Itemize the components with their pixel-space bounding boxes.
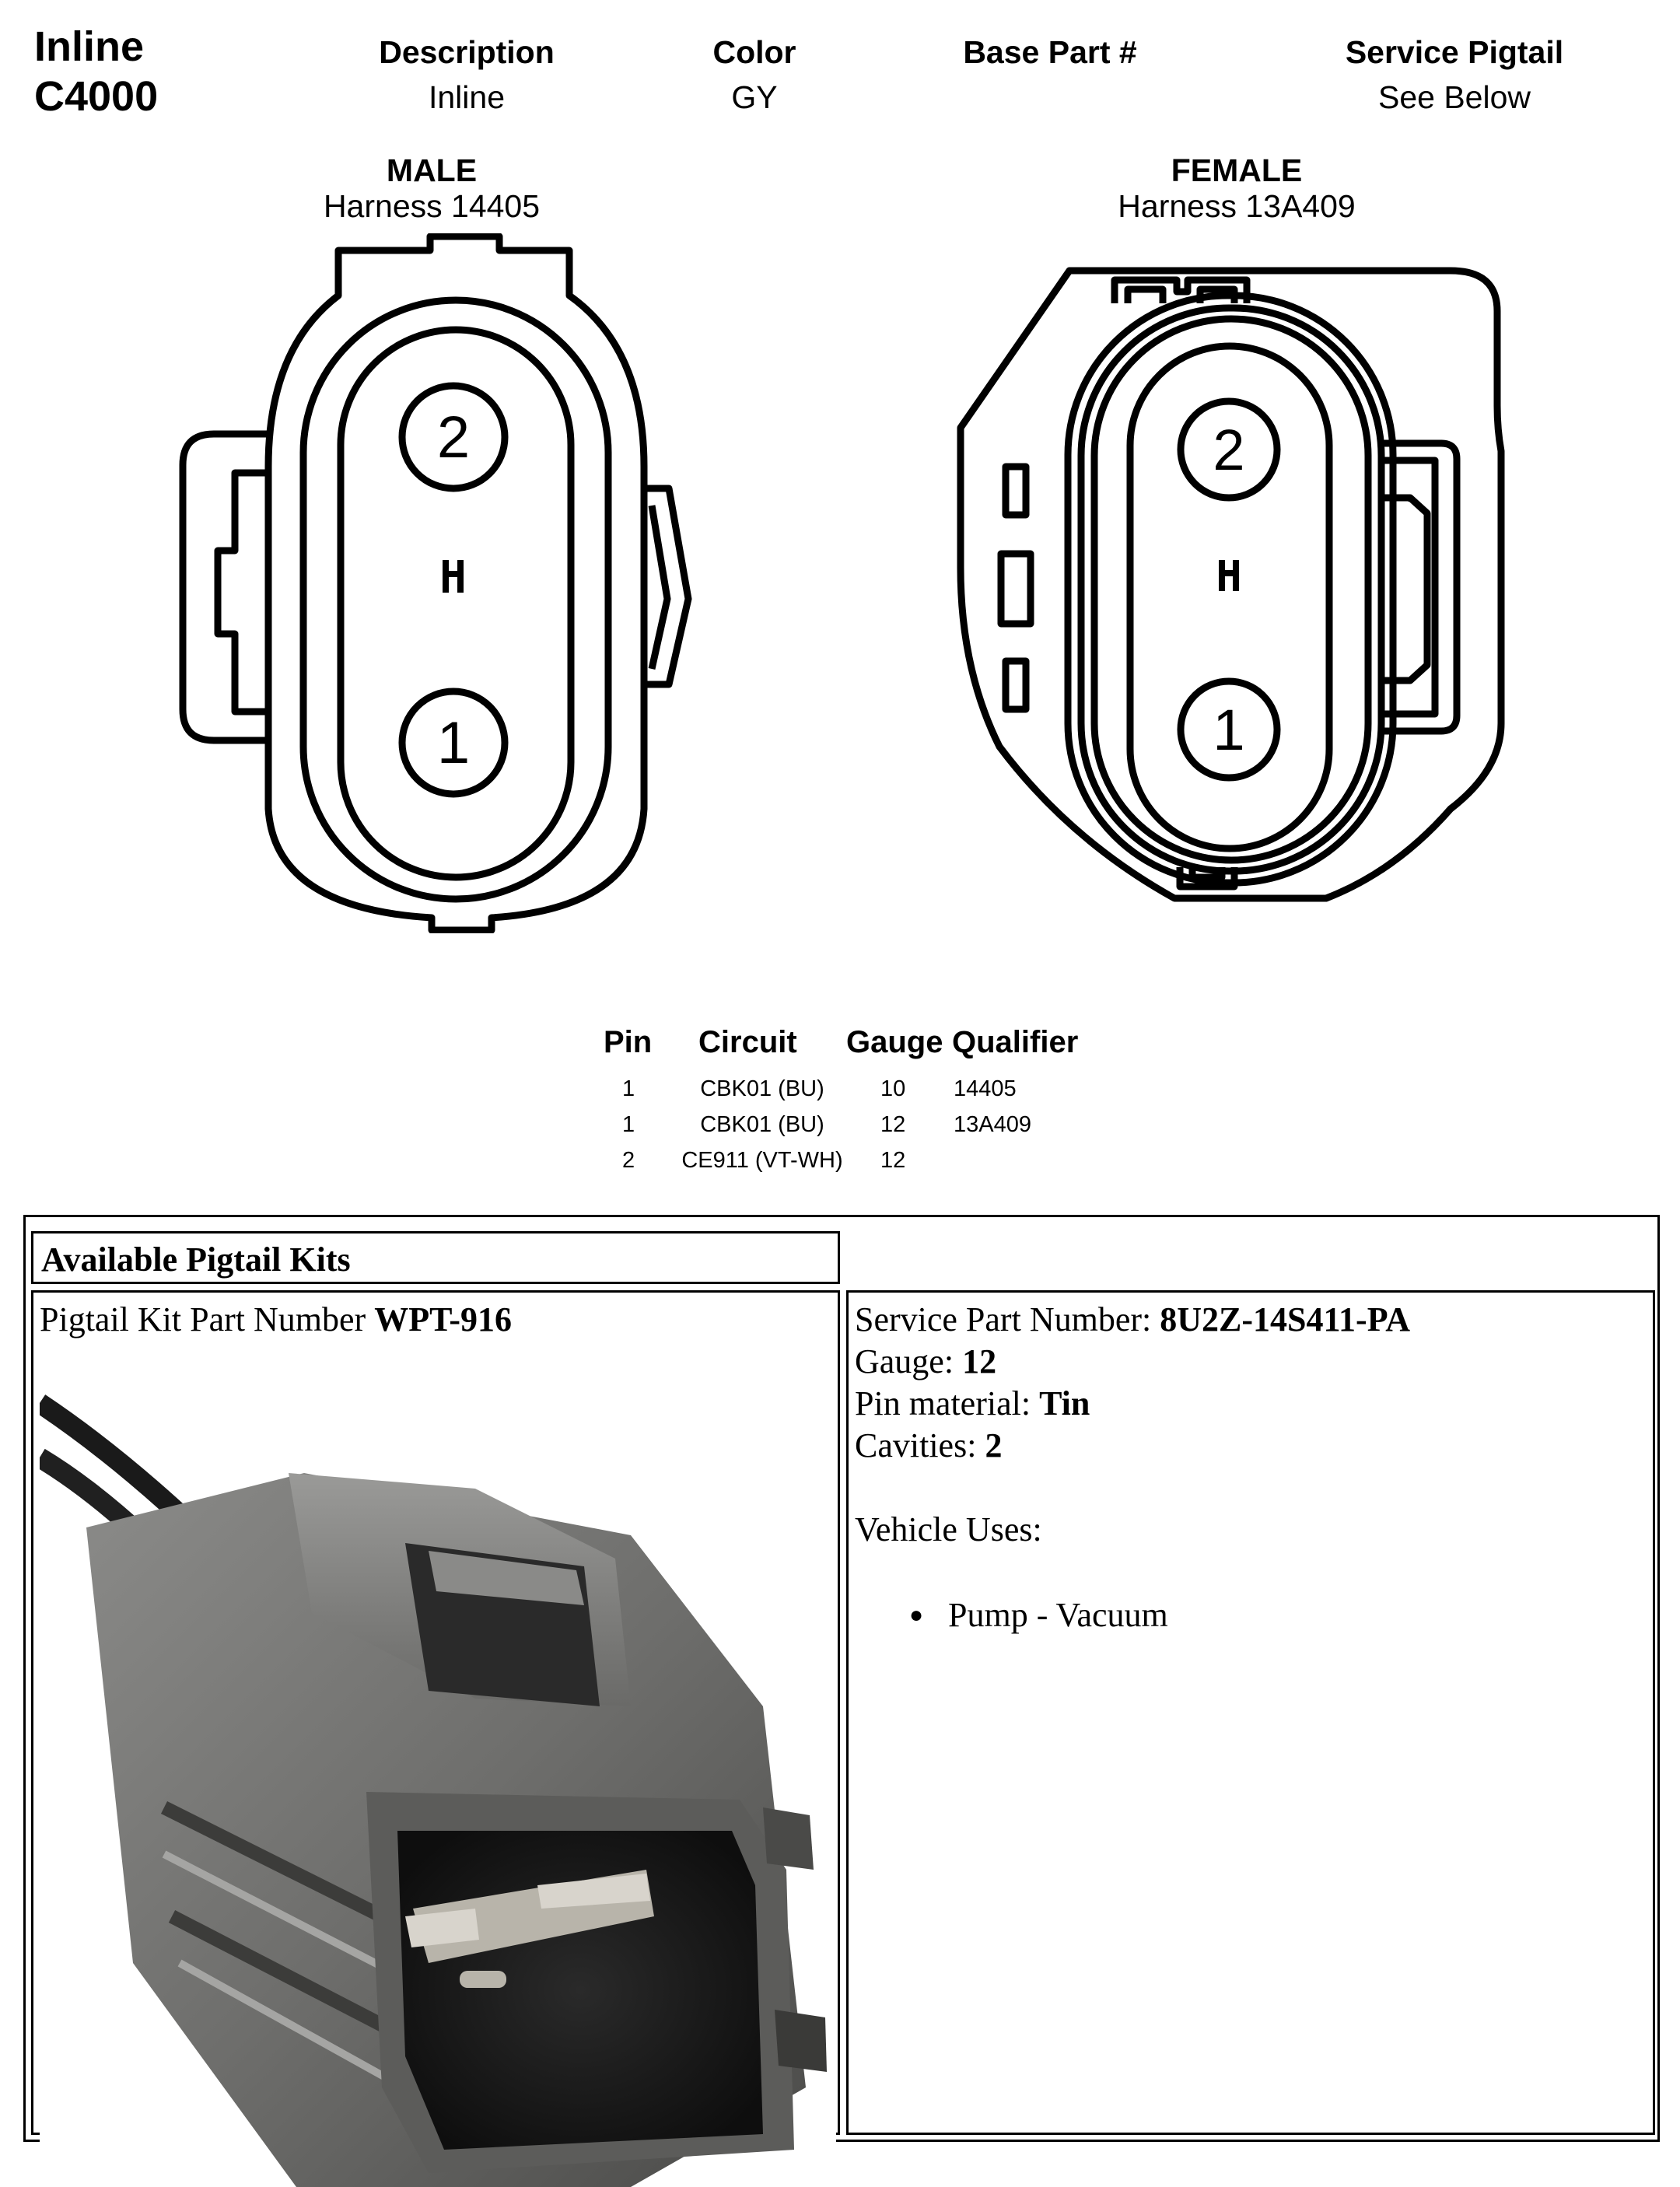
male-connector-diagram	[171, 233, 716, 933]
row-circuit: CBK01 (BU)	[700, 1112, 824, 1137]
kit-cell	[31, 1290, 840, 2135]
male-pin-2: 2	[436, 404, 471, 471]
male-label: MALE	[386, 152, 478, 188]
pigtail-photo	[40, 1372, 836, 2187]
vehicle-use: Pump - Vacuum	[948, 1596, 1168, 1634]
circuit-header: Circuit	[698, 1025, 797, 1059]
male-harness: Harness 14405	[323, 188, 541, 224]
female-label: FEMALE	[1171, 152, 1303, 188]
pin-material-value: Tin	[1039, 1384, 1090, 1422]
row-circuit: CE911 (VT-WH)	[681, 1148, 843, 1173]
color-value: GY	[731, 79, 778, 115]
pin-material-label: Pin material:	[855, 1384, 1040, 1422]
list-item	[855, 1594, 1410, 1636]
connector-type: Inline	[34, 23, 145, 70]
row-qualifier: 14405	[954, 1076, 1017, 1101]
gauge-header: Gauge	[846, 1025, 943, 1059]
service-part-line	[855, 1299, 1410, 1341]
gauge-line	[855, 1341, 1410, 1383]
service-part-label: Service Part Number:	[855, 1300, 1160, 1338]
kit-part-number: WPT-916	[374, 1300, 513, 1338]
pin-material-line	[855, 1383, 1410, 1425]
bullet-icon: ●	[909, 1602, 924, 1628]
row-gauge: 12	[880, 1112, 906, 1137]
qualifier-header: Qualifier	[952, 1025, 1079, 1059]
row-gauge: 10	[880, 1076, 906, 1101]
vehicle-uses-label: Vehicle Uses:	[855, 1510, 1042, 1548]
female-pin-1: 1	[1213, 698, 1245, 762]
male-pin-1: 1	[436, 710, 471, 776]
row-pin: 1	[622, 1076, 635, 1101]
cavities-label: Cavities:	[855, 1426, 985, 1464]
kit-part-line	[40, 1299, 512, 1341]
gauge-value: 12	[962, 1342, 997, 1380]
kits-title-cell	[31, 1231, 840, 1284]
connector-id: C4000	[34, 73, 159, 120]
kit-part-label: Pigtail Kit Part Number	[40, 1300, 375, 1338]
pin-header: Pin	[604, 1025, 653, 1059]
base-part-header: Base Part #	[963, 34, 1137, 70]
service-part-cell	[846, 1290, 1655, 2135]
service-part-number: 8U2Z-14S411-PA	[1160, 1300, 1411, 1338]
gauge-label: Gauge:	[855, 1342, 963, 1380]
row-gauge: 12	[880, 1148, 906, 1173]
row-pin: 1	[622, 1112, 635, 1137]
pigtail-kits-panel	[23, 1215, 1660, 2142]
female-harness: Harness 13A409	[1118, 188, 1356, 224]
female-pin-2: 2	[1213, 418, 1245, 482]
kits-title: Available Pigtail Kits	[41, 1240, 351, 1279]
row-circuit: CBK01 (BU)	[700, 1076, 824, 1101]
row-qualifier: 13A409	[954, 1112, 1031, 1137]
female-connector-diagram	[953, 233, 1528, 933]
description-header: Description	[379, 34, 555, 70]
cavities-value: 2	[985, 1426, 1003, 1464]
cavities-line	[855, 1425, 1410, 1467]
color-header: Color	[712, 34, 796, 70]
row-pin: 2	[622, 1148, 635, 1173]
description-value: Inline	[428, 79, 505, 115]
service-pigtail-value: See Below	[1377, 79, 1531, 115]
service-pigtail-header: Service Pigtail	[1345, 34, 1564, 70]
